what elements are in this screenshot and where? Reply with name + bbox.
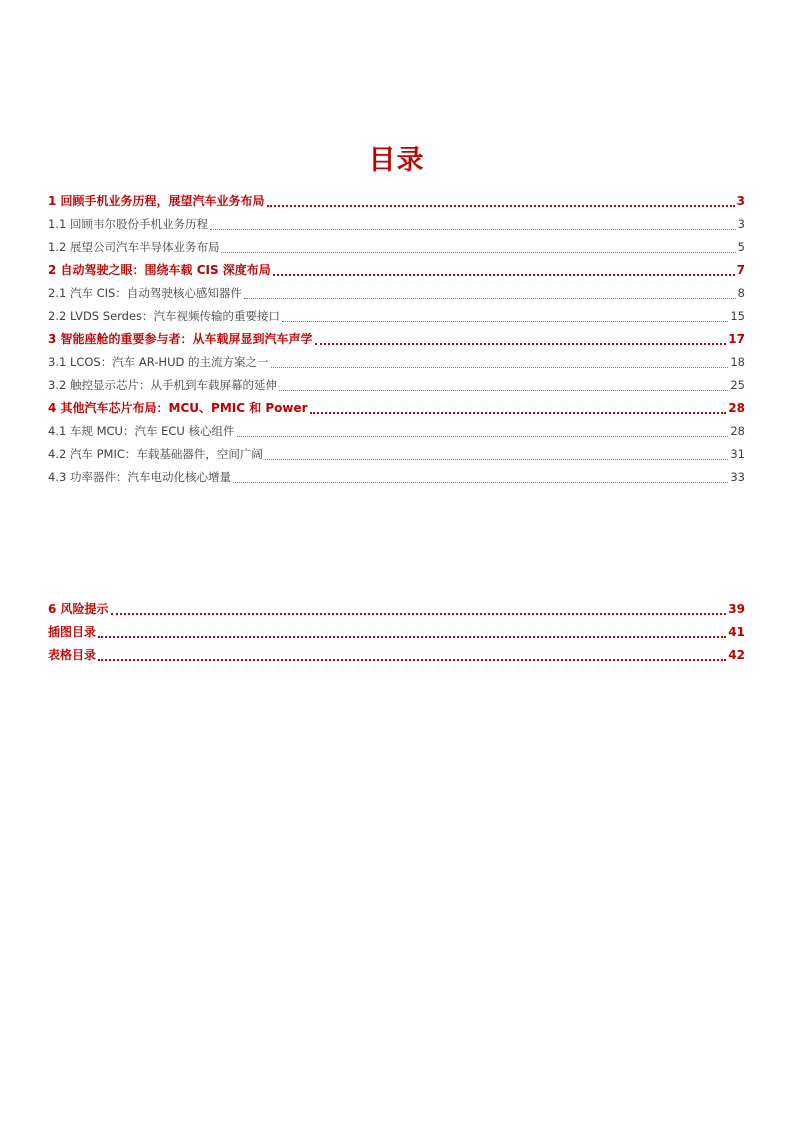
toc-entry-page: 41 [728,625,745,639]
toc-leader [271,366,729,368]
toc-leader [273,273,735,276]
toc-leader [244,297,736,299]
toc-entry[interactable] [48,644,745,667]
toc-entry-label: 4.2 汽车 PMIC：车载基础器件，空间广阔 [48,447,263,461]
toc-entry[interactable] [48,397,745,420]
toc-entry-label: 4.1 车规 MCU：汽车 ECU 核心组件 [48,424,235,438]
toc-entry[interactable] [48,420,745,443]
toc-entry-label: 4.3 功率器件：汽车电动化核心增量 [48,470,231,484]
toc-entry-label: 2 自动驾驶之眼：围绕车载 CIS 深度布局 [48,263,271,277]
toc-entry-label: 3.1 LCOS：汽车 AR-HUD 的主流方案之一 [48,355,269,369]
toc-entry-label: 2.2 LVDS Serdes：汽车视频传输的重要接口 [48,309,281,323]
toc-entry-page: 5 [737,240,745,254]
toc-entry-label: 2.1 汽车 CIS：自动驾驶核心感知器件 [48,286,242,300]
toc-leader [267,204,735,207]
toc-entry-label: 插图目录 [48,625,97,639]
toc-leader [237,435,729,437]
toc-entry-page: 3 [737,217,745,231]
toc-leader [111,612,727,615]
toc-leader [210,228,736,230]
toc-entry[interactable] [48,259,745,282]
toc-entry-label: 1 回顾手机业务历程，展望汽车业务布局 [48,194,265,208]
toc-entry-label: 1.2 展望公司汽车半导体业务布局 [48,240,220,254]
toc-entry-page: 17 [728,332,745,346]
toc-entry-page: 28 [730,424,745,438]
toc-entry-label: 表格目录 [48,648,97,662]
toc-entry-page: 7 [736,263,745,277]
toc-leader [279,389,728,391]
toc-entry[interactable] [48,351,745,374]
table-of-contents [48,190,745,489]
toc-leader [233,481,728,483]
toc-leader [265,458,728,460]
toc-entry[interactable] [48,598,745,621]
table-of-contents-appendix [48,598,745,667]
toc-entry-page: 39 [728,602,745,616]
toc-entry[interactable] [48,213,745,236]
toc-entry[interactable] [48,328,745,351]
toc-entry-label: 1.1 回顾韦尔股份手机业务历程 [48,217,208,231]
toc-entry[interactable] [48,621,745,644]
toc-entry-label: 3.2 触控显示芯片：从手机到车载屏幕的延伸 [48,378,277,392]
toc-leader [315,342,727,345]
toc-entry-page: 25 [730,378,745,392]
toc-entry[interactable] [48,236,745,259]
toc-entry[interactable] [48,466,745,489]
toc-entry-page: 8 [737,286,745,300]
toc-entry[interactable] [48,443,745,466]
toc-entry[interactable] [48,374,745,397]
toc-entry-page: 33 [730,470,745,484]
page-title: 目录 [368,145,425,176]
toc-leader [221,251,735,253]
toc-entry[interactable] [48,190,745,213]
toc-leader [98,658,726,661]
toc-entry-page: 28 [728,401,745,415]
toc-entry-label: 6 风险提示 [48,602,109,616]
toc-entry-page: 18 [730,355,745,369]
toc-entry-page: 42 [728,648,745,662]
toc-entry-label: 4 其他汽车芯片布局：MCU、PMIC 和 Power [48,401,308,415]
toc-entry[interactable] [48,282,745,305]
toc-entry-page: 15 [730,309,745,323]
toc-entry-page: 31 [730,447,745,461]
toc-leader [98,635,726,638]
toc-leader [282,320,728,322]
toc-entry[interactable] [48,305,745,328]
toc-entry-page: 3 [736,194,745,208]
toc-leader [310,411,727,414]
toc-entry-label: 3 智能座舱的重要参与者：从车载屏显到汽车声学 [48,332,313,346]
